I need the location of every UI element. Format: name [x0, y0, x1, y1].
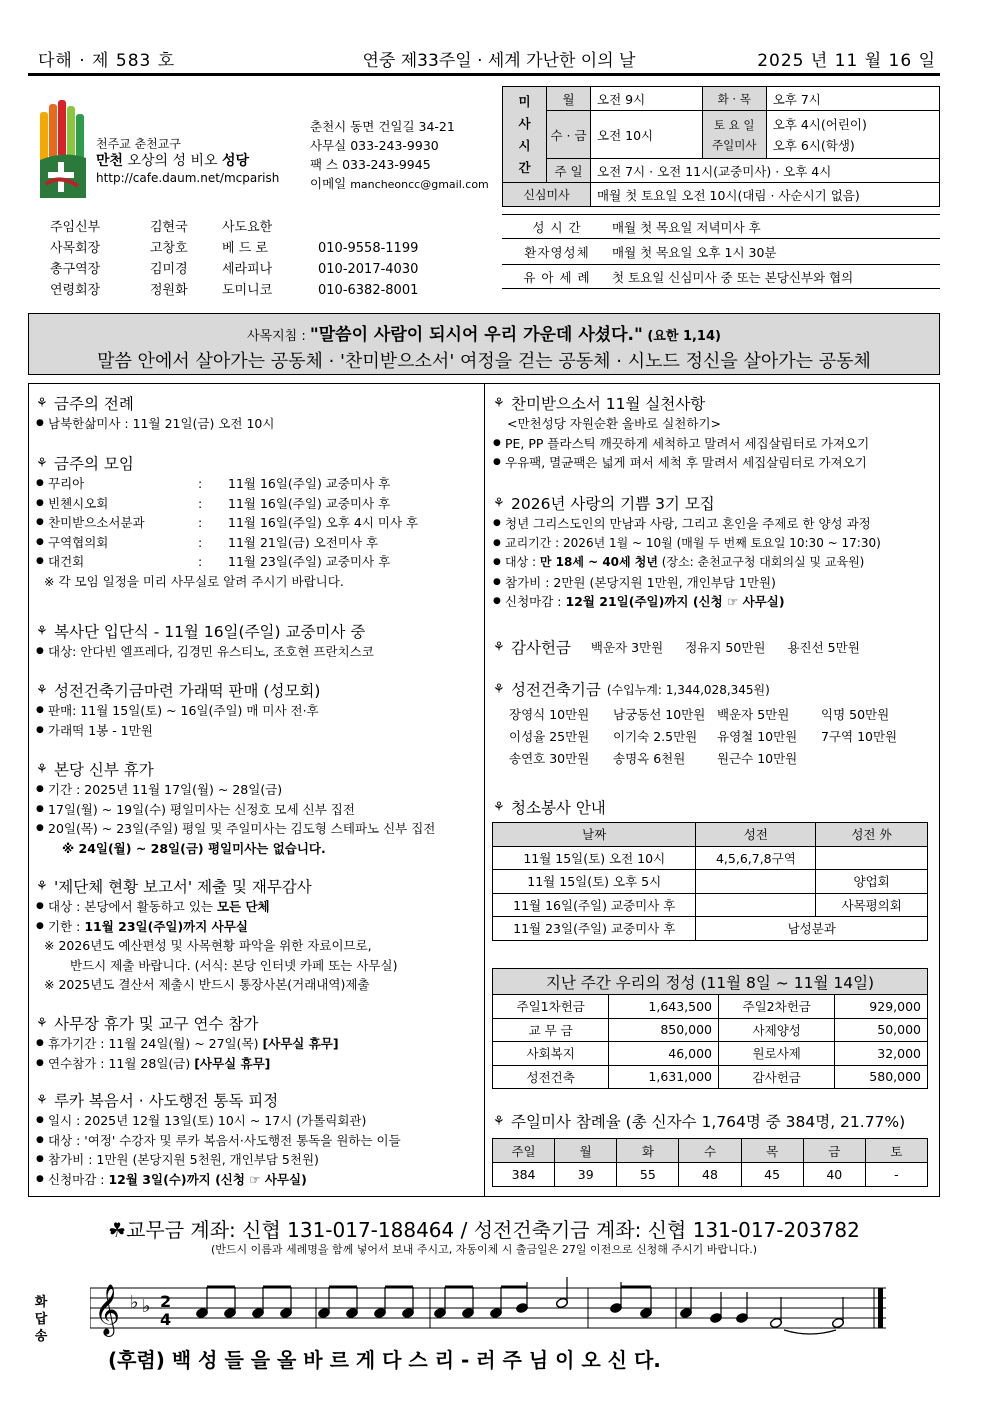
- cleaning-table: 날짜 성전 성전 外 11월 15일(토) 오전 10시 4,5,6,7,8구역 11월 15일(토) 오후 5시 양업회 11월 16일(주일) 교중미사 후 사목평의회 11월 23일(주일) 교중미사 후 남성분과: [492, 822, 928, 941]
- offering-row: 교 무 금 850,000 사제양성 50,000: [493, 1018, 928, 1042]
- section-priest-vacation: ⚘ 본당 신부 휴가 ● 기간 : 2025년 11월 17일(월) ~ 28일(금) ● 17일(월) ~ 19일(수) 평일미사는 신정호 모세 신부 집전 ● 20일(목) ~ 23일(주일) 평일 및 주일미사는 김도형 스테파노 신부 집전 ※ 24일(월) ~ 28일(금) 평일미사는 없습니다.: [36, 758, 435, 858]
- psalm-lyrics: (후렴) 백 성 들 을 올 바 르 게 다 스 리 - 러 주 님 이 오 신 다.: [108, 1348, 661, 1372]
- parish-url: http://cafe.daum.net/mcparish: [96, 171, 280, 185]
- bank-accounts: ☘교무금 계좌: 신협 131-017-188464 / 성전건축기금 계좌: 신협 131-017-203782: [108, 1218, 860, 1242]
- email-line: 이메일 mancheoncc@gmail.com: [310, 176, 489, 191]
- staff-row: 연령회장 정원화 도미니코 010-6382-8001: [50, 283, 419, 298]
- meeting-item: ● 구역협의회 : 11월 21일(금) 오전미사 후: [36, 533, 418, 553]
- column-divider: [484, 383, 485, 1197]
- parish-info: [96, 136, 279, 187]
- meeting-item: ● 꾸리아 : 11월 16일(주일) 교중미사 후: [36, 474, 418, 494]
- diocese-name: 천주교 춘천교구: [96, 137, 181, 151]
- section-rice-cake-sale: ⚘ 성전건축기금마련 가래떡 판매 (성모회) ● 판매: 11월 15일(토) ~ 16일(주일) 매 미사 전·후 ● 가래떡 1봉 - 1만원: [36, 679, 320, 740]
- svg-text:♭: ♭: [130, 1292, 139, 1313]
- staff-row: 사목회장 고창호 베 드 로 010-9558-1199: [50, 241, 419, 256]
- sacrament-list: 성 시 간 매월 첫 목요일 저녁미사 후 환자영성체 매월 첫 목요일 오후 1시 30분 유 아 세 례 첫 토요일 신심미사 중 또는 본당신부와 협의: [502, 214, 940, 289]
- fax-number: 팩 스 033-243-9945: [310, 157, 431, 172]
- attendance-row: 384 39 55 48 45 40 -: [493, 1163, 928, 1187]
- section-laudato-si: ⚘ 찬미받으소서 11월 실천사항 <만천성당 자원순환 올바로 실천하기> ● PE, PP 플라스틱 깨끗하게 세척하고 말려서 세집살림터로 가져오기 ● 우유팩, 멸균팩은 넓게 펴서 세척 후 말려서 세집살림터로 가져오기: [493, 392, 869, 473]
- psalm-label: 화 답 송: [34, 1295, 48, 1344]
- section-office-closure: ⚘ 사무장 휴가 및 교구 연수 참가 ● 휴가기간 : 11월 24일(월) ~ 27일(목) [사무실 휴무] ● 연수참가 : 11월 28일(금) [사무실 휴무]: [36, 1012, 339, 1073]
- section-altar-servers: ⚘ 복사단 입단식 - 11월 16일(주일) 교중미사 중 ● 대상: 안다빈 엘프레다, 김경민 유스티노, 조호현 프란치스코: [36, 620, 374, 662]
- bulletin-date: 2025 년 11 월 16 일: [757, 51, 936, 71]
- offering-table: 지난 주간 우리의 정성 (11월 8일 ~ 11월 14일) 주일1차헌금 1,643,500 주일2차헌금 929,000 교 무 금 850,000 사제양성 50,000 사회복지 46,000 원로사제 32,000 성전건축 1,631,000 감사헌금 580,000: [492, 968, 928, 1089]
- parish-name: 만천 오상의 성 비오 성당: [96, 153, 250, 169]
- section-joy-of-love: ⚘ 2026년 사랑의 기쁨 3기 모집 ● 청년 그리스도인의 만남과 사랑, 그리고 혼인을 주제로 한 양성 과정 ● 교리기간 : 2026년 1월 ~ 10월 (매월 두 번째 토요일 10:30 ~ 17:30) ● 대상 : 만 18세 ~ 40세 청년 (장소: 춘천교구청 대회의실 및 교육원) ● 참가비 : 2만원 (본당지원 1만원, 개인부담 1만원) ● 신청마감 : 12월 21일(주일)까지 (신청 ☞ 사무실): [493, 492, 881, 612]
- bulletin-header: [28, 44, 940, 76]
- section-attendance: ⚘ 주일미사 참례율 (총 신자수 1,764명 중 384명, 21.77%): [493, 1113, 906, 1131]
- cleaning-row: 11월 15일(토) 오후 5시 양업회: [493, 870, 928, 894]
- account-note: (반드시 이름과 세례명을 함께 넣어서 보내 주시고, 자동이체 시 출금일은 27일 이전으로 신청해 주시기 바랍니다.): [210, 1243, 758, 1256]
- svg-text:♭: ♭: [142, 1296, 151, 1317]
- meeting-item: ● 대건회 : 11월 23일(주일) 교중미사 후: [36, 552, 418, 572]
- donor-row: 장영식 10만원 남궁동선 10만원 백운자 5만원 익명 50만원: [509, 707, 890, 722]
- attendance-table: 주일 월 화 수 목 금 토 384 39 55 48 45 40 -: [492, 1138, 928, 1187]
- psalm-score: [90, 1276, 890, 1342]
- pastoral-motto: 사목지침 : "말씀이 사람이 되시어 우리 가운데 사셨다." (요한 1,14) 말씀 안에서 살아가는 공동체 · '찬미받으소서' 여정을 걷는 공동체 · 시노드 정신을 살아가는 공동체: [28, 313, 940, 375]
- svg-text:2: 2: [160, 1292, 172, 1311]
- meeting-item: ● 빈첸시오회 : 11월 16일(주일) 교중미사 후: [36, 494, 418, 514]
- section-this-week-liturgy: ⚘ 금주의 전례 ● 남북한삶미사 : 11월 21일(금) 오전 10시: [36, 392, 274, 434]
- section-building-fund: ⚘ 성전건축기금 (수입누계: 1,344,028,345원) 장영식 10만원 남궁동선 10만원 백운자 5만원 익명 50만원 이성율 25만원 이기숙 2.5만원 유영철 10만원 7구역 10만원 송연호 30만원 송명옥 6천원 원근수 10만원: [493, 678, 921, 770]
- cleaning-row: 11월 15일(토) 오전 10시 4,5,6,7,8구역: [493, 846, 928, 870]
- staff-row: 총구역장 김미경 세라피나 010-2017-4030: [50, 262, 419, 277]
- parish-contact: [310, 117, 489, 194]
- section-group-report: ⚘ '제단체 현황 보고서' 제출 및 재무감사 ● 대상 : 본당에서 활동하고 있는 모든 단체 ● 기한 : 11월 23일(주일)까지 사무실 ※ 2026년도 예산편성 및 사목현황 파악을 위한 자료이므로, 반드시 제출 바랍니다. (서식: 본당 인터넷 카페 또는 사무실) ※ 2025년도 결산서 제출시 반드시 통장사본(거래내역)제출: [36, 875, 397, 995]
- staff-row: 주임신부 김현국 사도요한: [50, 220, 273, 235]
- donor-row: 송연호 30만원 송명옥 6천원 원근수 10만원: [509, 751, 798, 766]
- issue-number: 다해 · 제 583 호: [38, 51, 176, 71]
- staff-list: [50, 217, 418, 301]
- parish-logo-icon: [40, 100, 88, 198]
- svg-text:4: 4: [160, 1310, 172, 1329]
- treble-clef-icon: 𝄞: [94, 1284, 121, 1335]
- liturgical-day: 연중 제33주일 · 세계 가난한 이의 날: [362, 51, 636, 71]
- section-meetings: ⚘ 금주의 모임 ● 꾸리아 : 11월 16일(주일) 교중미사 후 ● 빈첸시오회 : 11월 16일(주일) 교중미사 후 ● 찬미받으소서분과 : 11월 16일(주일) 오후 4시 미사 후 ● 구역협의회 : 11월 21일(금) 오전미사 후 ● 대건회 : 11월 23일(주일) 교중미사 후 ※ 각 모임 일정을 미리 사무실로 알려 주시기 바랍니다.: [36, 452, 418, 591]
- cleaning-row: 11월 23일(주일) 교중미사 후 남성분과: [493, 917, 928, 941]
- mass-label: 미사 시간: [503, 87, 547, 183]
- section-thanks-offering: ⚘ 감사헌금 백운자 3만원 정유지 50만원 용진선 5만원: [493, 639, 860, 657]
- offering-row: 주일1차헌금 1,643,500 주일2차헌금 929,000: [493, 995, 928, 1019]
- meeting-item: ● 찬미받으소서분과 : 11월 16일(주일) 오후 4시 미사 후: [36, 513, 418, 533]
- cleaning-row: 11월 16일(주일) 교중미사 후 사목평의회: [493, 893, 928, 917]
- parish-address: 춘천시 동면 건일길 34-21: [310, 119, 455, 134]
- offering-row: 사회복지 46,000 원로사제 32,000: [493, 1042, 928, 1066]
- office-phone: 사무실 033-243-9930: [310, 138, 439, 153]
- section-cleaning: ⚘ 청소봉사 안내: [493, 799, 606, 817]
- section-bible-retreat: ⚘ 루카 복음서 · 사도행전 통독 피정 ● 일시 : 2025년 12월 13일(토) 10시 ~ 17시 (가톨릭회관) ● 대상 : '여정' 수강자 및 루카 복음서·사도행전 통독을 원하는 이들 ● 참가비 : 1만원 (본당지원 5천원, 개인부담 5천원) ● 신청마감 : 12월 3일(수)까지 (신청 ☞ 사무실): [36, 1089, 401, 1189]
- mass-schedule-table: 미사 시간 월 오전 9시 화 · 목 오후 7시 수 · 금 오전 10시 토 요 일 주일미사 오후 4시(어린이) 오후 6시(학생) 주 일 오전 7시 · 오전 11시(교중미사) · 오후 4시 신심미사 매월 첫 토요일 오전 10시(대림 · 사순시기 없음): [502, 86, 940, 207]
- donor-row: 이성율 25만원 이기숙 2.5만원 유영철 10만원 7구역 10만원: [509, 729, 898, 744]
- offering-row: 성전건축 1,631,000 감사헌금 580,000: [493, 1065, 928, 1089]
